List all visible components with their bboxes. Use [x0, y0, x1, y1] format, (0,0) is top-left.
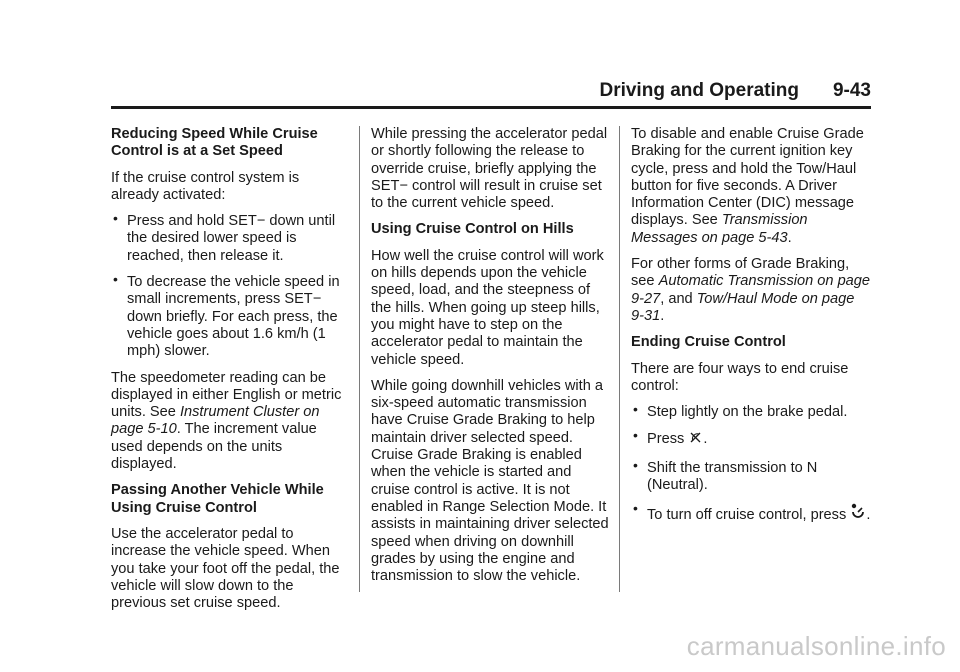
list-item: • Press and hold SET− down until the desired lower speed is reached, then release it.: [113, 210, 336, 264]
cruise-on-off-icon: [850, 503, 866, 526]
column-3: [631, 126, 871, 536]
bullet-icon: •: [633, 401, 638, 418]
page-header: [111, 80, 871, 104]
paragraph: There are four ways to end cruise control:: [631, 360, 849, 394]
watermark: carmanualsonline.info: [686, 631, 946, 661]
list-item: • To turn off cruise control, press .: [631, 503, 871, 526]
paragraph: The speedometer reading can be displayed in either English or metric units. See Instrument Cluster on page 5-10. The increment value used depends on the units displayed.: [111, 369, 342, 473]
bullet-icon: •: [633, 500, 638, 517]
paragraph: If the cruise control system is already activated:: [111, 169, 300, 203]
cross-reference-link[interactable]: Automatic Transmission on page 9-27: [631, 273, 871, 307]
bullet-icon: •: [113, 210, 118, 227]
cross-reference-link[interactable]: Tow/Haul Mode on page 9-31: [631, 290, 855, 324]
cross-reference-link[interactable]: Instrument Cluster on page 5-10: [111, 404, 320, 438]
heading-reducing-speed: Reducing Speed While Cruise Control is at a Set Speed: [111, 126, 318, 160]
column-divider: [619, 126, 620, 592]
page-number: 9-43: [832, 80, 871, 101]
paragraph: While pressing the accelerator pedal or shortly following the release to override cruise, briefly applying the SET− control will result in cruise set to the current vehicle speed.: [371, 126, 608, 212]
heading-hills: Using Cruise Control on Hills: [371, 221, 574, 238]
section-title: Driving and Operating: [599, 80, 799, 101]
cruise-cancel-icon: [688, 430, 703, 450]
column-divider: [359, 126, 360, 592]
paragraph: For other forms of Grade Braking, see Automatic Transmission on page 9-27, and Tow/Haul Mode on page 9-31.: [631, 256, 871, 324]
list-item: • Press .: [631, 430, 871, 450]
heading-ending-cruise: Ending Cruise Control: [631, 334, 786, 351]
list-item: • Step lightly on the brake pedal.: [633, 401, 848, 421]
bullet-list: [111, 210, 351, 360]
bullet-icon: •: [633, 427, 638, 444]
paragraph: Use the accelerator pedal to increase the vehicle speed. When you take your foot off the pedal, the vehicle will slow down to the previous set cruise speed.: [111, 525, 340, 612]
bullet-icon: •: [113, 271, 118, 288]
paragraph: To disable and enable Cruise Grade Braking for the current ignition key cycle, press and hold the Tow/Haul button for five seconds. A Driver Information Center (DIC) message displays. See Transmission Messages on page 5-43.: [631, 126, 864, 246]
bullet-icon: •: [633, 456, 638, 473]
cross-reference-link[interactable]: Transmission Messages on page 5-43: [631, 212, 808, 246]
paragraph: While going downhill vehicles with a six-speed automatic transmission have Cruise Grade Braking to help maintain driver selected speed. Cruise Grade Braking is enabled when the vehicle is started and cruise control is active. It is not enabled in Range Selection Mode. It assists in maintaining driver selected speed when driving on downhill grades by using the engine and transmission to slow the vehicle.: [371, 377, 609, 585]
bullet-list: [631, 401, 871, 526]
heading-passing: Passing Another Vehicle While Using Cruise Control: [111, 482, 324, 516]
paragraph: How well the cruise control will work on hills depends upon the vehicle speed, load, and the steepness of the hills. When going up steep hills, you might have to step on the accelerator pedal to maintain the vehicle speed.: [371, 247, 604, 368]
list-item: • To decrease the vehicle speed in small increments, press SET− down briefly. For each press, the vehicle goes about 1.6 km/h (1 mph) slower.: [113, 271, 340, 360]
header-rule: [111, 106, 871, 109]
list-item: • Shift the transmission to N (Neutral).: [633, 456, 818, 494]
column-1: [111, 126, 351, 621]
column-2: [371, 126, 611, 594]
